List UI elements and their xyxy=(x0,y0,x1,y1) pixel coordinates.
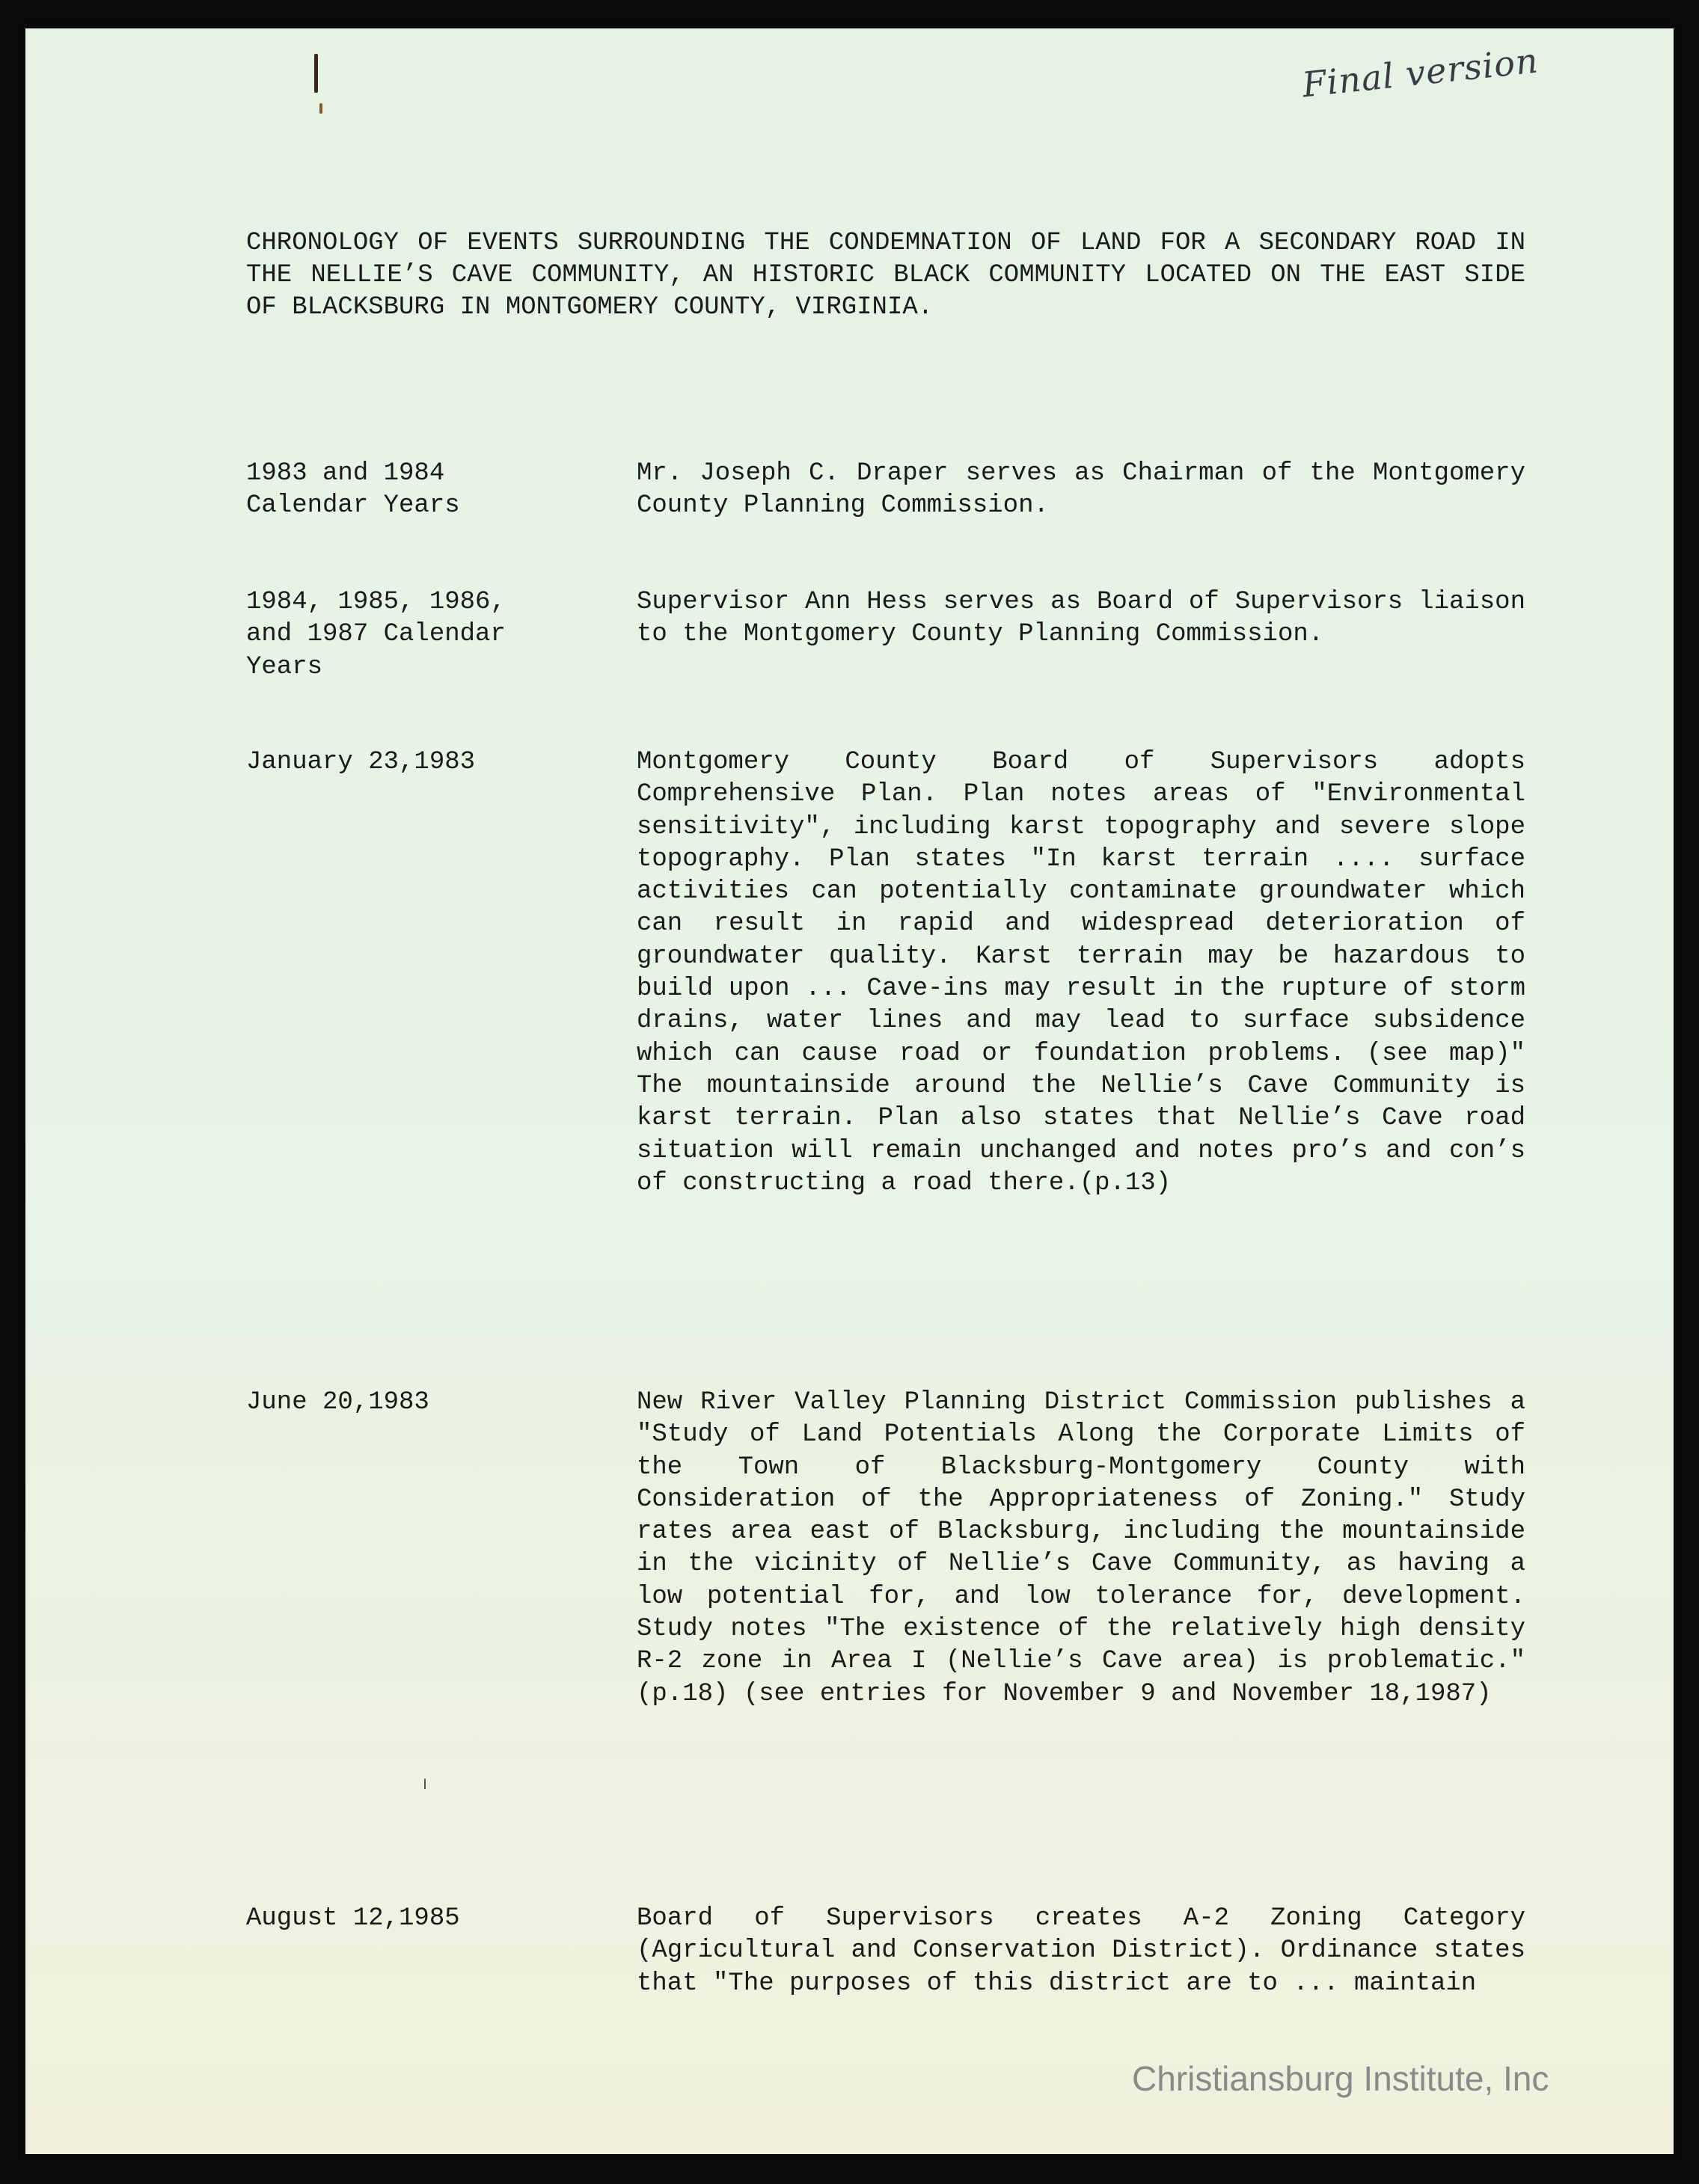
entry-date: August 12,1985 xyxy=(246,1904,460,1933)
entry-date: January 23,1983 xyxy=(246,748,476,776)
entry-date: 1983 and 1984 Calendar Years xyxy=(246,459,460,521)
entry-text: New River Valley Planning District Commission publishes a "Study of Land Potentials Along the Corporate Limits of the Town of Blacksburg-Montgomery County with Consideration of the Appropriateness of Zoning." Study rates area east of Blacksburg, including the mountainside in the vicinity of Nellie’s Cave Community, as having a low potential for, and low tolerance for, development. Study notes "The existence of the relatively high density R-2 zone in Area I (Nellie’s Cave area) is problematic." (p.18) (see entries for November 9 and November 18,1987) xyxy=(637,1388,1525,1708)
watermark: Christiansburg Institute, Inc xyxy=(1132,2059,1549,2098)
handwritten-note: Final version xyxy=(1300,40,1540,105)
entry-text: Board of Supervisors creates A-2 Zoning Category (Agricultural and Conservation District). Ordinance states that "The purposes of this district are to ... maintain xyxy=(637,1904,1525,1998)
entry-text: Supervisor Ann Hess serves as Board of Supervisors liaison to the Montgomery County Planning Commission. xyxy=(637,588,1525,649)
entry-date: 1984, 1985, 1986, and 1987 Calendar Years xyxy=(246,588,506,681)
document-title: CHRONOLOGY OF EVENTS SURROUNDING THE CONDEMNATION OF LAND FOR A SECONDARY ROAD IN THE NELLIE’S CAVE COMMUNITY, AN HISTORIC BLACK COMMUNITY LOCATED ON THE EAST SIDE OF BLACKSBURG IN MONTGOMERY COUNTY, VIRGINIA. xyxy=(246,229,1525,322)
entry-text: Montgomery County Board of Supervisors adopts Comprehensive Plan. Plan notes areas of "Environmental sensitivity", including karst topography and severe slope topography. Plan states "In karst terrain .... surface activities can potentially contaminate groundwater which can result in rapid and widespread deterioration of groundwater quality. Karst terrain may be hazardous to build upon ... Cave-ins may result in the rupture of storm drains, water lines and may lead to surface subsidence which can cause road or foundation problems. (see map)" The mountainside around the Nellie’s Cave Community is karst terrain. Plan also states that Nellie’s Cave road situation will remain unchanged and notes pro’s and con’s of constructing a road there.(p.13) xyxy=(637,748,1525,1197)
margin-mark xyxy=(424,1779,426,1789)
entry-text: Mr. Joseph C. Draper serves as Chairman of the Montgomery County Planning Commission. xyxy=(637,459,1525,521)
entry-date: June 20,1983 xyxy=(246,1388,429,1417)
staple-mark xyxy=(314,54,318,93)
rust-mark xyxy=(319,103,322,114)
